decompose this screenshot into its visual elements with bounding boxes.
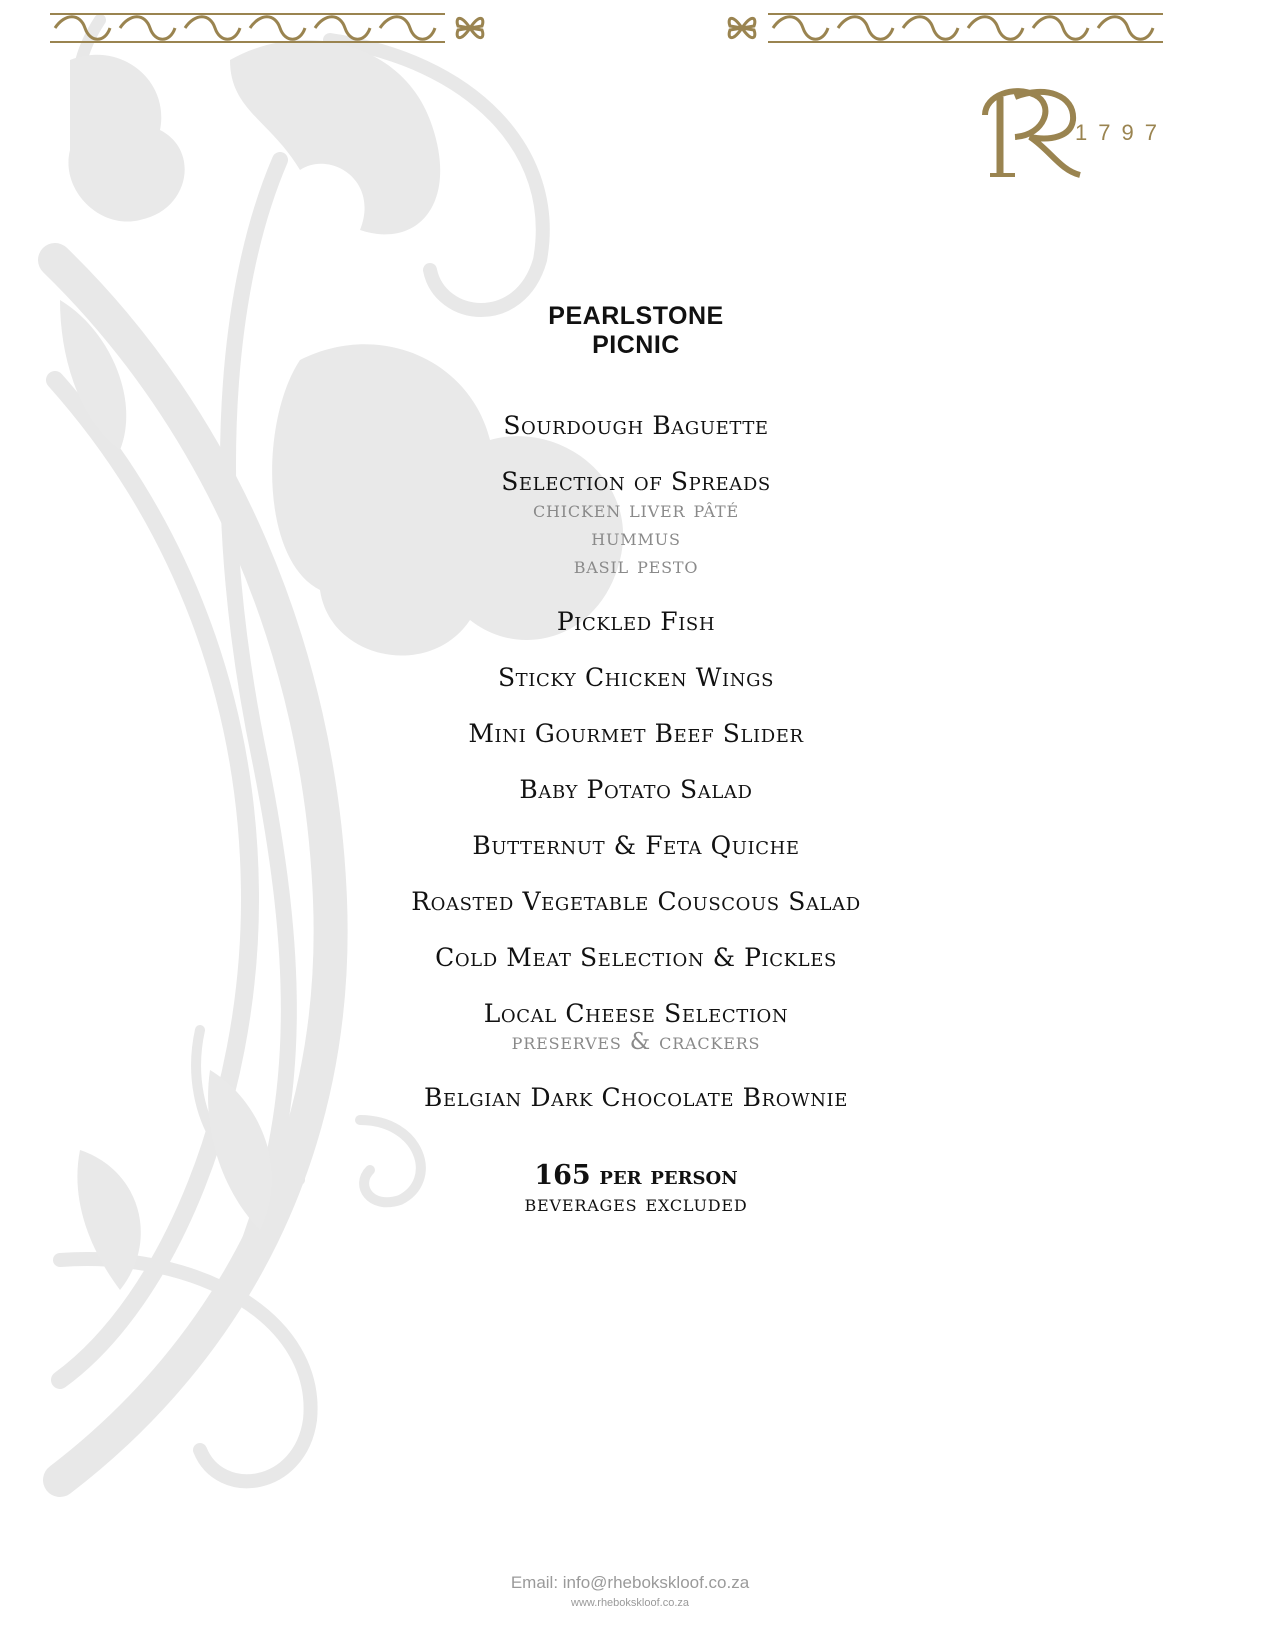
menu-item-name: Cold Meat Selection & Pickles bbox=[435, 943, 837, 972]
footer-flower-icon-right bbox=[722, 8, 762, 48]
menu-item-name: Local Cheese Selection bbox=[483, 999, 789, 1028]
menu bbox=[300, 302, 972, 1218]
footer-ornament-left bbox=[50, 8, 445, 48]
menu-items bbox=[300, 412, 972, 1112]
footer-email[interactable]: Email: info@rhebokskloof.co.za bbox=[510, 1573, 750, 1592]
menu-item bbox=[300, 832, 972, 860]
menu-item-name: Selection of Spreads bbox=[501, 467, 771, 496]
menu-item-name: Mini Gourmet Beef Slider bbox=[468, 719, 804, 748]
price-unit: per person bbox=[599, 1161, 738, 1190]
price-note: beverages excluded bbox=[524, 1191, 748, 1217]
menu-item-name: Sourdough Baguette bbox=[503, 411, 769, 440]
menu-item bbox=[300, 412, 972, 440]
menu-item bbox=[300, 720, 972, 748]
menu-item bbox=[300, 776, 972, 804]
menu-title-line1: PEARLSTONE bbox=[548, 302, 724, 330]
menu-item bbox=[300, 468, 972, 580]
menu-item-name: Roasted Vegetable Couscous Salad bbox=[411, 887, 861, 916]
footer-flower-icon-left bbox=[450, 8, 490, 48]
menu-item-option: chicken liver pâté bbox=[533, 497, 739, 523]
menu-title-line2: PICNIC bbox=[592, 331, 680, 359]
menu-item-name: Sticky Chicken Wings bbox=[497, 663, 775, 692]
price-block bbox=[300, 1162, 972, 1218]
menu-item-name: Butternut & Feta Quiche bbox=[472, 831, 800, 860]
menu-item bbox=[300, 1084, 972, 1112]
logo-year: 1797 bbox=[1075, 120, 1168, 145]
footer-contact bbox=[510, 1572, 750, 1612]
price-amount: 165 bbox=[534, 1160, 591, 1191]
menu-item bbox=[300, 888, 972, 916]
menu-item-name: Belgian Dark Chocolate Brownie bbox=[424, 1083, 848, 1112]
price-line bbox=[300, 1162, 972, 1190]
menu-item-option: basil pesto bbox=[573, 553, 699, 579]
menu-item-name: Baby Potato Salad bbox=[519, 775, 753, 804]
menu-item bbox=[300, 1000, 972, 1056]
footer-ornament-right bbox=[768, 8, 1163, 48]
menu-item-name: Pickled Fish bbox=[556, 607, 716, 636]
menu-item bbox=[300, 664, 972, 692]
footer-website[interactable]: www.rhebokskloof.co.za bbox=[571, 1597, 689, 1609]
menu-item-option: preserves & crackers bbox=[511, 1029, 761, 1055]
menu-item-option: hummus bbox=[591, 525, 681, 551]
menu-item bbox=[300, 608, 972, 636]
menu-item bbox=[300, 944, 972, 972]
